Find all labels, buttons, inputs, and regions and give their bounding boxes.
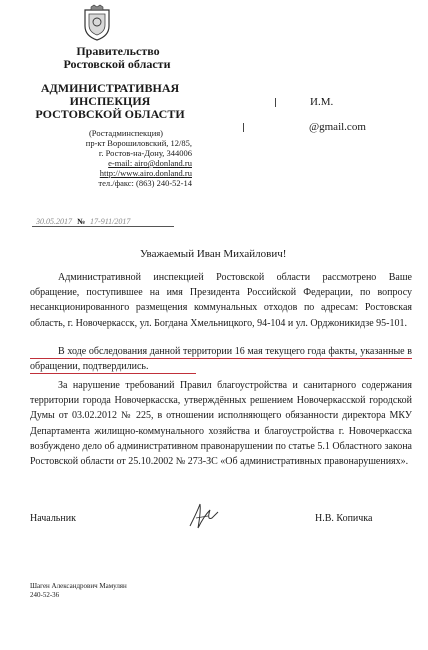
number-sign: № [77, 217, 86, 226]
redaction-mark [243, 123, 245, 132]
inspection-title [30, 82, 190, 121]
date-underline [32, 226, 174, 227]
signatory-position: Начальник [30, 513, 76, 524]
recipient-name [275, 96, 333, 108]
highlight-underline [30, 373, 196, 374]
greeting: Уважаемый Иван Михайлович! [140, 248, 287, 260]
document-date-number [36, 217, 130, 226]
inspection-title-line: РОСТОВСКОЙ ОБЛАСТИ [35, 107, 185, 121]
recipient-email [243, 121, 366, 133]
redaction-mark [275, 98, 278, 107]
website-link[interactable]: http://www.airo.donland.ru [99, 168, 192, 178]
recipient-initials: И.М. [310, 96, 334, 108]
executor-name: Шаген Александрович Мамулян [30, 582, 127, 590]
executor-phone: 240-52-36 [30, 591, 60, 599]
handwritten-signature [186, 500, 222, 532]
paragraph-3: За нарушение требований Правил благоустройства и санитарного содержания территории города Новочеркасска, утверждённых решением Новочеркасской городской Думы от 03.02.2012 № 225, в отношении исполняющего обязанности директора МКУ Департамента жилищно-коммунального хозяйства и благоустройства г. Новочеркасска возбуждено дело об административном правонарушении по статье 5.1 Областного закона Ростовской области от 25.10.2002 № 273-ЗС «Об административных правонарушениях». [30, 380, 412, 468]
document-date: 30.05.2017 [36, 217, 72, 226]
highlight-underline [30, 358, 412, 359]
email-line[interactable]: e-mail: airo@donland.ru [108, 158, 192, 168]
address-line: (Ростадминспекция) [88, 128, 164, 138]
inspection-title-line: АДМИНИСТРАТИВНАЯ [40, 81, 180, 95]
government-title-line1: Правительство [76, 44, 160, 58]
signatory-name: Н.В. Копичка [315, 513, 373, 524]
coat-of-arms-icon [80, 4, 114, 42]
paragraph-1: Административной инспекцией Ростовской области рассмотрено Ваше обращение, поступившее на имя Президента Российской Федерации, по вопросу несанкционированного размещения коммунальных отходов по адресам: Ростовская область, г. Новочеркасск, ул. Богдана Хмельницкого, 94-104 и ул. Орджоникидзе 95-101. [30, 272, 412, 329]
recipient-email-domain: @gmail.com [309, 121, 366, 133]
inspection-title-line: ИНСПЕКЦИЯ [69, 94, 151, 108]
sender-address-block [60, 128, 192, 188]
registration-number: 17-911/2017 [90, 217, 131, 226]
address-line: пр-кт Ворошиловский, 12/85, [85, 138, 192, 148]
address-line: тел./факс: (863) 240-52-14 [98, 178, 192, 188]
address-line: г. Ростов-на-Дону, 344006 [98, 148, 192, 158]
paragraph-2: В ходе обследования данной территории 16 мая текущего года факты, указанные в обращении, подтвердились. [30, 346, 412, 373]
government-title-line2: Ростовской области [63, 57, 171, 71]
